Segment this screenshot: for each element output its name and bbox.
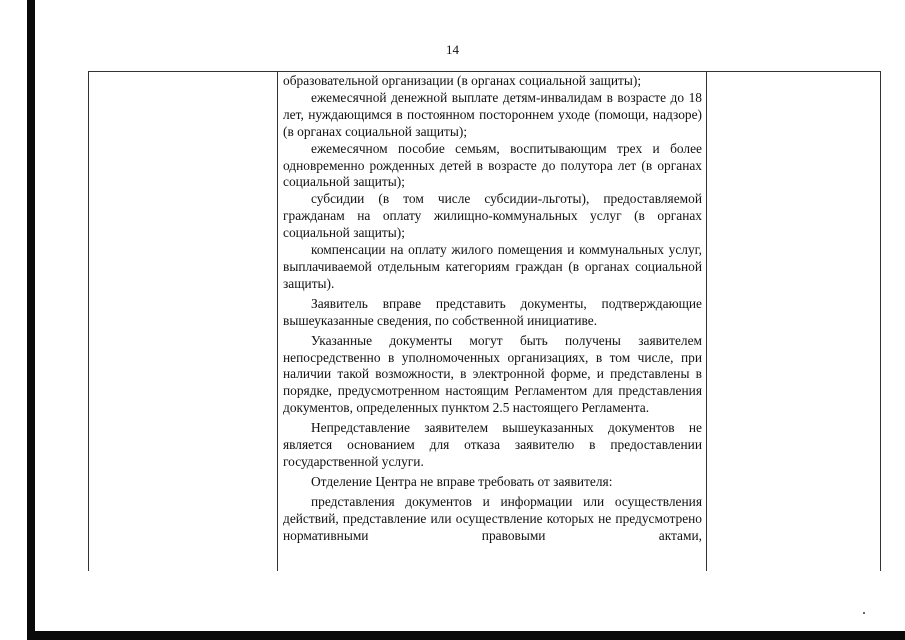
scan-speck [863, 612, 865, 614]
table-cell-text [283, 73, 702, 544]
table-column-divider-2 [706, 71, 707, 571]
page-number: 14 [446, 42, 459, 57]
paragraph-6: Заявитель вправе представить документы, подтверждающие вышеуказанные сведения, по собственной инициативе. [283, 295, 702, 328]
paragraph-2: ежемесячной денежной выплате детям-инвалидам в возрасте до 18 лет, нуждающимся в постоянном постороннем уходе (помощи, надзоре) (в органах социальной защиты); [283, 89, 702, 139]
table-border-right [880, 71, 881, 571]
paragraph-4: субсидии (в том числе субсидии-льготы), предоставляемой гражданам на оплату жилищно-коммунальных услуг (в органах социальной защиты); [283, 191, 702, 241]
paragraph-10: представления документов и информации или осуществления действий, представление или осуществление которых не предусмотрено нормативными правовыми актами, [283, 493, 702, 543]
table-column-divider-1 [277, 71, 278, 571]
paragraph-1: образовательной организации (в органах социальной защиты); [283, 73, 642, 88]
paragraph-3: ежемесячном пособие семьям, воспитывающим трех и более одновременно рожденных детей в возрасте до полутора лет (в органах социальной защиты); [283, 140, 702, 190]
paragraph-7: Указанные документы могут быть получены заявителем непосредственно в уполномоченных организациях, в том числе, при наличии такой возможности, в электронной форме, и представлены в порядке, предусмотренном настоящим Регламентом для представления документов, определенных пунктом 2.5 настоящего Регламента. [283, 332, 702, 416]
paragraph-5: компенсации на оплату жилого помещения и коммунальных услуг, выплачиваемой отдельным категориям граждан (в органах социальной защиты). [283, 242, 702, 291]
paragraph-9: Отделение Центра не вправе требовать от заявителя: [311, 473, 613, 489]
scan-edge-left [27, 0, 35, 640]
scan-edge-bottom [27, 631, 905, 640]
paragraph-8: Непредставление заявителем вышеуказанных документов не является основанием для отказа заявителю в предоставлении государственной услуги. [283, 420, 702, 469]
table-border-left [88, 71, 89, 571]
